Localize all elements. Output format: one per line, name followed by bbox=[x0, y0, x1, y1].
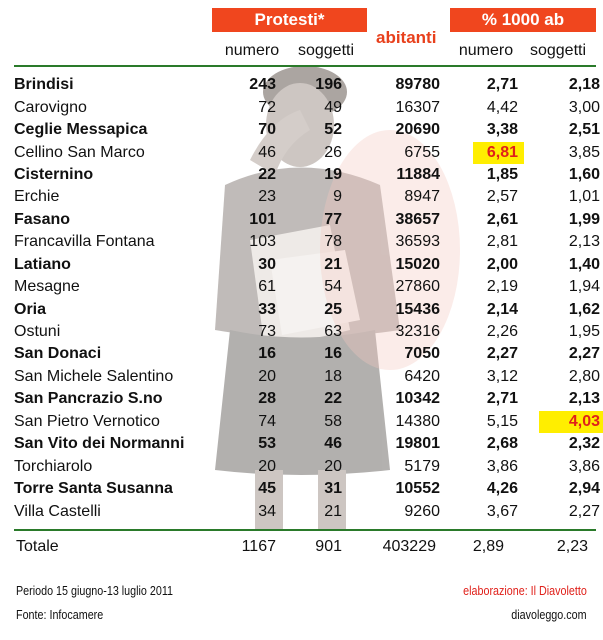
cell-text: 2,81 bbox=[486, 233, 518, 251]
total-pct-soggetti: 2,23 bbox=[556, 538, 588, 555]
cell-pct-numero bbox=[440, 119, 518, 141]
cell-text: 4,26 bbox=[486, 480, 518, 498]
table-row bbox=[14, 298, 600, 320]
cell-pct-soggetti bbox=[518, 96, 600, 118]
cell-text: 78 bbox=[324, 233, 342, 251]
cell-abitanti bbox=[342, 119, 440, 141]
cell-text: 2,00 bbox=[486, 255, 518, 273]
cell-numero bbox=[210, 254, 276, 276]
cell-text: 1,60 bbox=[568, 165, 600, 183]
cell-pct-soggetti bbox=[518, 74, 600, 96]
cell-text: 74 bbox=[258, 412, 276, 430]
cell-text: 73 bbox=[258, 323, 276, 341]
cell-text: 2,27 bbox=[568, 345, 600, 363]
cell-text: 36593 bbox=[395, 233, 440, 251]
table-row bbox=[14, 209, 600, 231]
cell-text: 2,14 bbox=[486, 300, 518, 318]
cell-soggetti bbox=[276, 209, 342, 231]
table-row bbox=[14, 343, 600, 365]
cell-text: Cellino San Marco bbox=[14, 143, 145, 161]
cell-abitanti bbox=[342, 455, 440, 477]
cell-comune bbox=[14, 411, 210, 433]
cell-text: 1,62 bbox=[568, 300, 600, 318]
cell-comune bbox=[14, 366, 210, 388]
cell-pct-numero bbox=[440, 96, 518, 118]
cell-soggetti bbox=[276, 388, 342, 410]
cell-pct-numero bbox=[440, 298, 518, 320]
cell-text: Fasano bbox=[14, 210, 71, 228]
cell-comune bbox=[14, 164, 210, 186]
cell-soggetti bbox=[276, 119, 342, 141]
cell-text: 2,57 bbox=[486, 188, 518, 206]
cell-text: 3,86 bbox=[568, 457, 600, 475]
cell-text: San Donaci bbox=[14, 345, 102, 363]
cell-soggetti bbox=[276, 254, 342, 276]
highlighted-value: 4,03 bbox=[539, 411, 603, 433]
cell-text: Oria bbox=[14, 300, 47, 318]
cell-pct-numero bbox=[440, 321, 518, 343]
cell-text: 1,85 bbox=[486, 165, 518, 183]
cell-abitanti bbox=[342, 186, 440, 208]
cell-soggetti bbox=[276, 186, 342, 208]
cell-text: 31 bbox=[324, 480, 342, 498]
cell-soggetti bbox=[276, 96, 342, 118]
cell-text: 58 bbox=[324, 412, 342, 430]
cell-text: 9 bbox=[333, 188, 342, 206]
cell-numero bbox=[210, 209, 276, 231]
cell-comune bbox=[14, 276, 210, 298]
cell-text: Brindisi bbox=[14, 76, 74, 94]
cell-text: Mesagne bbox=[14, 278, 80, 296]
cell-text: 11884 bbox=[396, 165, 440, 183]
cell-pct-numero bbox=[440, 164, 518, 186]
cell-text: 20 bbox=[258, 367, 276, 385]
cell-comune bbox=[14, 254, 210, 276]
cell-text: Latiano bbox=[14, 255, 71, 273]
cell-text: 2,71 bbox=[486, 76, 518, 94]
cell-text: Torchiarolo bbox=[14, 457, 93, 475]
cell-text: 8947 bbox=[404, 188, 440, 206]
cell-text: 18 bbox=[324, 367, 342, 385]
cell-text: 27860 bbox=[395, 278, 440, 296]
cell-text: 1,95 bbox=[568, 323, 600, 341]
cell-pct-soggetti bbox=[518, 343, 600, 365]
cell-numero bbox=[210, 298, 276, 320]
cell-abitanti bbox=[342, 321, 440, 343]
cell-text: 10552 bbox=[395, 480, 440, 498]
cell-text: 6420 bbox=[404, 367, 440, 385]
cell-soggetti bbox=[276, 141, 342, 163]
cell-text: 5,15 bbox=[486, 412, 518, 430]
table-row bbox=[14, 411, 600, 433]
cell-pct-numero bbox=[440, 366, 518, 388]
cell-abitanti bbox=[342, 343, 440, 365]
cell-text: 2,51 bbox=[568, 121, 600, 139]
cell-pct-numero bbox=[440, 478, 518, 500]
cell-comune bbox=[14, 433, 210, 455]
cell-text: 2,13 bbox=[568, 390, 600, 408]
cell-text: 243 bbox=[249, 76, 276, 94]
cell-comune bbox=[14, 209, 210, 231]
cell-text: 20 bbox=[324, 457, 342, 475]
abitanti-header: abitanti bbox=[376, 28, 437, 47]
cell-text: 2,27 bbox=[568, 502, 600, 520]
cell-text: 19 bbox=[324, 165, 342, 183]
table-row bbox=[14, 231, 600, 253]
cell-text: 196 bbox=[315, 76, 342, 94]
table-row bbox=[14, 455, 600, 477]
cell-soggetti bbox=[276, 411, 342, 433]
cell-text: Villa Castelli bbox=[14, 502, 101, 520]
cell-comune bbox=[14, 500, 210, 522]
table-row bbox=[14, 96, 600, 118]
cell-pct-numero bbox=[440, 455, 518, 477]
cell-abitanti bbox=[342, 164, 440, 186]
cell-text: 22 bbox=[324, 390, 342, 408]
cell-pct-soggetti bbox=[518, 500, 600, 522]
cell-numero bbox=[210, 433, 276, 455]
cell-pct-soggetti bbox=[518, 321, 600, 343]
cell-pct-soggetti bbox=[518, 433, 600, 455]
cell-text: 54 bbox=[324, 278, 342, 296]
cell-text: 3,12 bbox=[486, 367, 518, 385]
cell-abitanti bbox=[342, 298, 440, 320]
cell-text: 20 bbox=[258, 457, 276, 475]
cell-text: 103 bbox=[249, 233, 276, 251]
cell-comune bbox=[14, 298, 210, 320]
cell-text: Ostuni bbox=[14, 323, 61, 341]
cell-text: Cisternino bbox=[14, 165, 94, 183]
cell-text: 2,27 bbox=[486, 345, 518, 363]
cell-soggetti bbox=[276, 500, 342, 522]
cell-text: 1,40 bbox=[568, 255, 600, 273]
cell-text: Francavilla Fontana bbox=[14, 233, 155, 251]
cell-numero bbox=[210, 141, 276, 163]
cell-text: 1,01 bbox=[568, 188, 600, 206]
table-row bbox=[14, 276, 600, 298]
cell-text: 3,38 bbox=[486, 121, 518, 139]
cell-text: 10342 bbox=[395, 390, 440, 408]
cell-text: 4,42 bbox=[486, 98, 518, 116]
cell-pct-soggetti bbox=[518, 388, 600, 410]
cell-abitanti bbox=[342, 74, 440, 96]
cell-text: 7050 bbox=[404, 345, 440, 363]
cell-abitanti bbox=[342, 209, 440, 231]
cell-pct-soggetti bbox=[518, 254, 600, 276]
cell-text: 1,94 bbox=[568, 278, 600, 296]
total-soggetti: 901 bbox=[315, 538, 342, 555]
cell-abitanti bbox=[342, 254, 440, 276]
cell-text: San Pancrazio S.no bbox=[14, 390, 163, 408]
cell-comune bbox=[14, 478, 210, 500]
cell-pct-numero bbox=[440, 254, 518, 276]
total-label: Totale bbox=[16, 538, 59, 555]
cell-comune bbox=[14, 96, 210, 118]
cell-text: 46 bbox=[258, 143, 276, 161]
cell-abitanti bbox=[342, 433, 440, 455]
cell-soggetti bbox=[276, 343, 342, 365]
cell-text: 32316 bbox=[395, 323, 440, 341]
cell-numero bbox=[210, 96, 276, 118]
cell-numero bbox=[210, 119, 276, 141]
cell-text: Erchie bbox=[14, 188, 60, 206]
cell-pct-soggetti bbox=[518, 478, 600, 500]
footer-credit: elaborazione: Il Diavoletto bbox=[463, 584, 587, 598]
cell-numero bbox=[210, 388, 276, 410]
cell-text: 9260 bbox=[404, 502, 440, 520]
cell-pct-soggetti bbox=[518, 141, 600, 163]
cell-numero bbox=[210, 164, 276, 186]
cell-soggetti bbox=[276, 164, 342, 186]
cell-numero bbox=[210, 411, 276, 433]
cell-numero bbox=[210, 231, 276, 253]
cell-text: 16 bbox=[324, 345, 342, 363]
cell-pct-numero bbox=[440, 74, 518, 96]
cell-text: 15020 bbox=[395, 255, 440, 273]
table-row bbox=[14, 74, 600, 96]
cell-comune bbox=[14, 119, 210, 141]
cell-comune bbox=[14, 231, 210, 253]
cell-text: 2,61 bbox=[486, 210, 518, 228]
cell-pct-soggetti bbox=[518, 276, 600, 298]
footer-source: Fonte: Infocamere bbox=[16, 608, 104, 622]
cell-text: 15436 bbox=[395, 300, 440, 318]
table-row bbox=[14, 186, 600, 208]
cell-abitanti bbox=[342, 96, 440, 118]
cell-text: 30 bbox=[258, 255, 276, 273]
cell-numero bbox=[210, 455, 276, 477]
cell-text: San Pietro Vernotico bbox=[14, 412, 160, 430]
cell-comune bbox=[14, 186, 210, 208]
cell-text: 70 bbox=[258, 121, 276, 139]
cell-soggetti bbox=[276, 478, 342, 500]
cell-pct-soggetti bbox=[518, 119, 600, 141]
table-row bbox=[14, 119, 600, 141]
cell-soggetti bbox=[276, 366, 342, 388]
table-row bbox=[14, 254, 600, 276]
cell-abitanti bbox=[342, 500, 440, 522]
cell-text: 2,80 bbox=[568, 367, 600, 385]
table-row bbox=[14, 366, 600, 388]
cell-numero bbox=[210, 74, 276, 96]
table-row bbox=[14, 388, 600, 410]
cell-text: 3,00 bbox=[568, 98, 600, 116]
table-row bbox=[14, 164, 600, 186]
cell-pct-soggetti bbox=[518, 186, 600, 208]
cell-text: 3,67 bbox=[486, 502, 518, 520]
cell-abitanti bbox=[342, 411, 440, 433]
cell-numero bbox=[210, 276, 276, 298]
cell-soggetti bbox=[276, 433, 342, 455]
cell-text: 2,19 bbox=[486, 278, 518, 296]
cell-soggetti bbox=[276, 74, 342, 96]
cell-text: 33 bbox=[258, 300, 276, 318]
cell-text: 89780 bbox=[395, 76, 440, 94]
cell-pct-numero bbox=[440, 276, 518, 298]
cell-comune bbox=[14, 321, 210, 343]
cell-text: 2,18 bbox=[568, 76, 600, 94]
cell-soggetti bbox=[276, 321, 342, 343]
cell-text: San Michele Salentino bbox=[14, 367, 174, 385]
table-row bbox=[14, 478, 600, 500]
cell-pct-soggetti bbox=[518, 455, 600, 477]
sub-header-numero: numero bbox=[224, 42, 280, 59]
total-pct-numero: 2,89 bbox=[472, 538, 504, 555]
cell-text: 101 bbox=[249, 210, 276, 228]
table-row bbox=[14, 141, 600, 163]
cell-text: 53 bbox=[258, 435, 276, 453]
cell-text: 14380 bbox=[395, 412, 440, 430]
cell-text: 3,85 bbox=[568, 143, 600, 161]
cell-soggetti bbox=[276, 231, 342, 253]
cell-pct-soggetti bbox=[518, 231, 600, 253]
sub-header-soggetti: soggetti bbox=[297, 42, 355, 59]
table-row bbox=[14, 321, 600, 343]
cell-text: 3,86 bbox=[486, 457, 518, 475]
cell-pct-numero bbox=[440, 209, 518, 231]
cell-pct-numero bbox=[440, 388, 518, 410]
cell-text: 1,99 bbox=[568, 210, 600, 228]
cell-text: Carovigno bbox=[14, 98, 87, 116]
sub-header-soggetti-pct: soggetti bbox=[529, 42, 587, 59]
cell-text: 25 bbox=[324, 300, 342, 318]
cell-pct-numero bbox=[440, 141, 518, 163]
header-rule bbox=[14, 65, 596, 67]
cell-soggetti bbox=[276, 455, 342, 477]
cell-text: 77 bbox=[324, 210, 342, 228]
cell-text: 19801 bbox=[395, 435, 440, 453]
cell-text: 21 bbox=[324, 255, 342, 273]
cell-comune bbox=[14, 388, 210, 410]
cell-text: 72 bbox=[258, 98, 276, 116]
cell-abitanti bbox=[342, 231, 440, 253]
cell-comune bbox=[14, 141, 210, 163]
cell-pct-numero bbox=[440, 433, 518, 455]
cell-text: 2,94 bbox=[568, 480, 600, 498]
cell-text: 2,32 bbox=[568, 435, 600, 453]
footer-site: diavoleggo.com bbox=[511, 608, 587, 622]
cell-numero bbox=[210, 343, 276, 365]
cell-pct-soggetti bbox=[518, 366, 600, 388]
cell-pct-soggetti bbox=[518, 411, 600, 433]
cell-text: 28 bbox=[258, 390, 276, 408]
cell-text: 20690 bbox=[395, 121, 440, 139]
cell-soggetti bbox=[276, 276, 342, 298]
total-rule bbox=[14, 529, 596, 531]
cell-text: 2,68 bbox=[486, 435, 518, 453]
cell-pct-numero bbox=[440, 411, 518, 433]
cell-numero bbox=[210, 500, 276, 522]
cell-comune bbox=[14, 74, 210, 96]
cell-numero bbox=[210, 366, 276, 388]
cell-pct-soggetti bbox=[518, 298, 600, 320]
cell-text: Torre Santa Susanna bbox=[14, 480, 173, 498]
cell-text: 6755 bbox=[404, 143, 440, 161]
cell-text: 34 bbox=[258, 502, 276, 520]
cell-text: 49 bbox=[324, 98, 342, 116]
cell-text: 5179 bbox=[404, 457, 440, 475]
table-row bbox=[14, 500, 600, 522]
cell-pct-numero bbox=[440, 500, 518, 522]
cell-pct-soggetti bbox=[518, 209, 600, 231]
footer-period: Periodo 15 giugno-13 luglio 2011 bbox=[16, 584, 174, 598]
cell-text: 26 bbox=[324, 143, 342, 161]
table-row bbox=[14, 433, 600, 455]
cell-text: 2,26 bbox=[486, 323, 518, 341]
total-numero: 1167 bbox=[241, 538, 276, 555]
cell-abitanti bbox=[342, 141, 440, 163]
protesti-table bbox=[14, 74, 600, 523]
cell-abitanti bbox=[342, 366, 440, 388]
cell-comune bbox=[14, 343, 210, 365]
cell-numero bbox=[210, 321, 276, 343]
cell-soggetti bbox=[276, 298, 342, 320]
cell-text: 52 bbox=[324, 121, 342, 139]
sub-header-numero-pct: numero bbox=[458, 42, 514, 59]
cell-text: 2,71 bbox=[486, 390, 518, 408]
cell-pct-numero bbox=[440, 186, 518, 208]
cell-abitanti bbox=[342, 276, 440, 298]
cell-abitanti bbox=[342, 388, 440, 410]
cell-numero bbox=[210, 478, 276, 500]
highlighted-value: 6,81 bbox=[473, 142, 524, 164]
cell-pct-numero bbox=[440, 343, 518, 365]
cell-pct-numero bbox=[440, 231, 518, 253]
cell-text: 21 bbox=[324, 502, 342, 520]
cell-text: 23 bbox=[258, 188, 276, 206]
cell-text: Ceglie Messapica bbox=[14, 121, 148, 139]
cell-text: 45 bbox=[258, 480, 276, 498]
cell-numero bbox=[210, 186, 276, 208]
cell-text: 63 bbox=[324, 323, 342, 341]
cell-text: 46 bbox=[324, 435, 342, 453]
cell-text: 16307 bbox=[395, 98, 440, 116]
cell-text: 22 bbox=[258, 165, 276, 183]
cell-comune bbox=[14, 455, 210, 477]
cell-text: 2,13 bbox=[568, 233, 600, 251]
total-abitanti: 403229 bbox=[382, 538, 436, 555]
cell-pct-soggetti bbox=[518, 164, 600, 186]
protesti-header: Protesti* bbox=[212, 8, 367, 32]
cell-text: 16 bbox=[258, 345, 276, 363]
per1000-header: % 1000 ab bbox=[450, 8, 596, 32]
cell-text: San Vito dei Normanni bbox=[14, 435, 185, 453]
cell-text: 38657 bbox=[395, 210, 440, 228]
cell-text: 61 bbox=[258, 278, 276, 296]
cell-abitanti bbox=[342, 478, 440, 500]
